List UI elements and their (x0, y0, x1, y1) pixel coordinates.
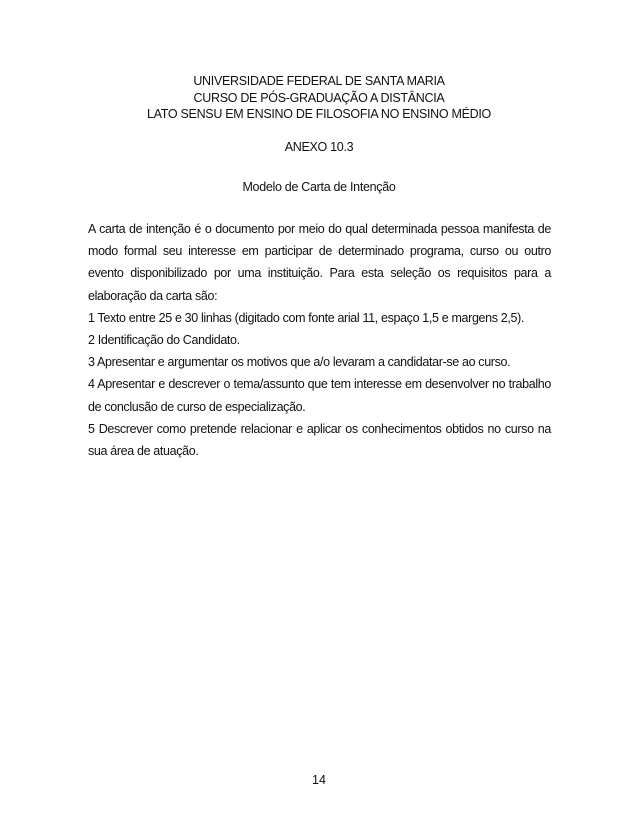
course-name: CURSO DE PÓS-GRADUAÇÃO A DISTÂNCIA (193, 90, 445, 105)
requirement-item-1: 1 Texto entre 25 e 30 linhas (digitado com fonte arial 11, espaço 1,5 e margens 2,5). (88, 310, 525, 325)
requirement-item-2: 2 Identificação do Candidato. (88, 333, 240, 348)
page-number: 14 (312, 773, 326, 787)
model-title: Modelo de Carta de Intenção (242, 180, 396, 194)
annex-label: ANEXO 10.3 (284, 140, 354, 154)
requirement-item-4: 4 Apresentar e descrever o tema/assunto que tem interesse em desenvolver no trabalho de conclusão de curso de especialização. (88, 377, 551, 414)
document-body (88, 218, 551, 462)
university-name: UNIVERSIDADE FEDERAL DE SANTA MARIA (193, 74, 445, 88)
document-header (0, 73, 638, 123)
intro-paragraph: A carta de intenção é o documento por meio do qual determinada pessoa manifesta de modo formal seu interesse em participar de determinado programa, curso ou outro evento disponibilizado por uma instituição. Para esta seleção os requisitos para a elaboração da carta são: (88, 222, 551, 303)
requirement-item-5: 5 Descrever como pretende relacionar e aplicar os conhecimentos obtidos no curso na sua área de atuação. (88, 421, 551, 459)
course-subtitle: LATO SENSU EM ENSINO DE FILOSOFIA NO ENSINO MÉDIO (147, 107, 491, 121)
requirement-item-3: 3 Apresentar e argumentar os motivos que a/o levaram a candidatar-se ao curso. (88, 355, 511, 370)
